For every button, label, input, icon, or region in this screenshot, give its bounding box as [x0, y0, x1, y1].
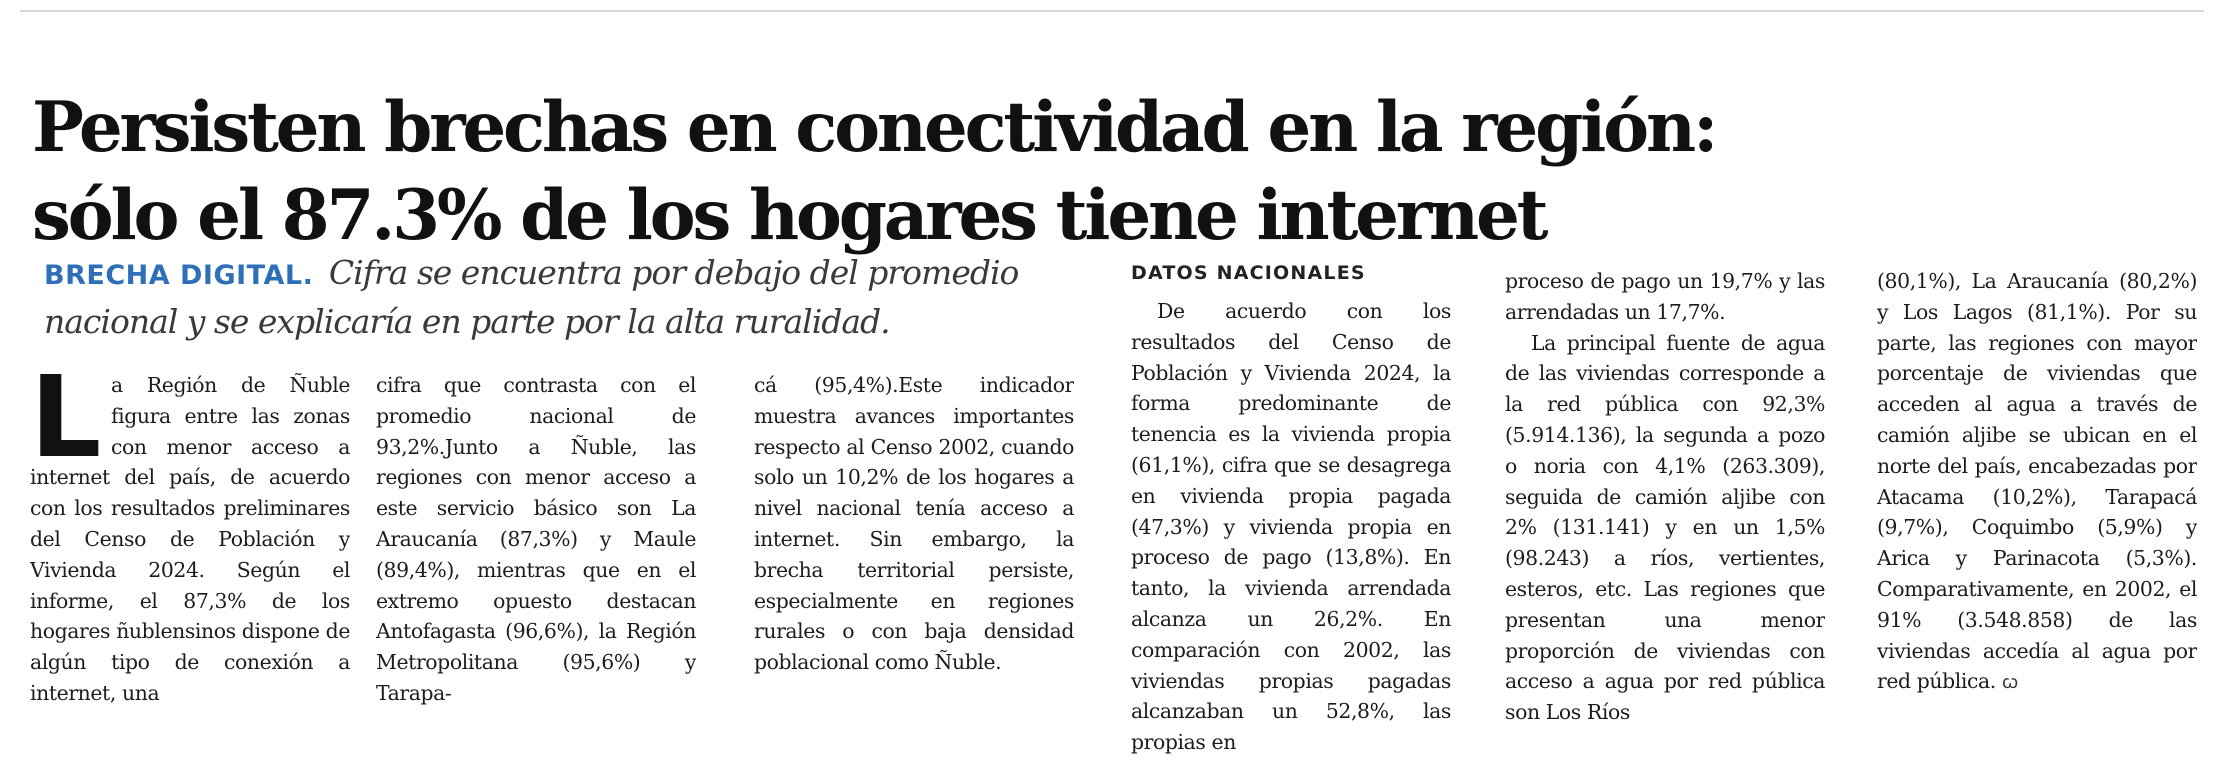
column-2-text: cifra que contrasta con el promedio nacional de 93,2%.Junto a Ñuble, las regiones con menor acceso a este servicio básico son La Araucanía (87,3%) y Maule (89,4%), mientras que en el extremo opuesto destacan Antofagasta (96,6%), la Región Metropolitana (95,6%) y Tarapa- [376, 373, 696, 705]
kicker: BRECHA DIGITAL. [44, 260, 314, 291]
top-divider [20, 10, 2204, 12]
column-6-text: (80,1%), La Araucanía (80,2%) y Los Lagos (81,1%). Por su parte, las regiones con mayor porcentaje de viviendas que acceden al agua a través de camión aljibe se ubican en el norte del país, encabezadas por Atacama (10,2%), Tarapacá (9,7%), Coquimbo (5,9%) y Arica y Parinacota (5,3%). Comparativamente, en 2002, el 91% (3.548.858) de las viviendas accedía al agua por red pública. [1877, 269, 2197, 694]
deck [44, 250, 1114, 345]
column-3-text: cá (95,4%).Este indicador muestra avances importantes respecto al Censo 2002, cuando solo un 10,2% de los hogares a nivel nacional tenía acceso a internet. Sin embargo, la brecha territorial persiste, especialmente en regiones rurales o con baja densidad poblacional como Ñuble. [754, 373, 1074, 675]
article-column-5 [1505, 266, 1825, 728]
column-1-text: a Región de Ñuble figura entre las zonas con menor acceso a internet del país, de acuerdo con los resultados preliminares del Censo de Población y Vivienda 2024. Según el informe, el 87,3% de los hogares ñublensinos dispone de algún tipo de conexión a internet, una [30, 373, 350, 705]
headline-line-2: sólo el 87.3% de los hogares tiene internet [32, 175, 1546, 257]
article-column-3 [754, 370, 1074, 678]
headline-line-1: Persisten brechas en conectividad en la región: [32, 87, 1716, 169]
article-column-2 [376, 370, 696, 709]
column-5-text-b: La principal fuente de agua de las viviendas corresponde a la red pública con 92,3% (5.914.136), la segunda a pozo o noria con 4,1% (263.309), seguida de camión aljibe con 2% (131.141) y en un 1,5% (98.243) a ríos, vertientes, esteros, etc. Las regiones que presentan una menor proporción de viviendas con acceso a agua por red pública son Los Ríos [1505, 330, 1825, 725]
article-column-6 [1877, 266, 2197, 699]
headline [32, 84, 2192, 260]
column-4-text: De acuerdo con los resultados del Censo de Población y Vivienda 2024, la forma predominante de tenencia es la vivienda propia (61,1%), cifra que se desagrega en vivienda propia pagada (47,3%) y vivienda propia en proceso de pago (13,8%). En tanto, la vivienda arrendada alcanza un 26,2%. En comparación con 2002, las viviendas propias pagadas alcanzaban un 52,8%, las propias en [1131, 299, 1451, 755]
article-column-1 [30, 370, 350, 709]
deck-text: Cifra se encuentra por debajo del promedio nacional y se explicaría en parte por la alta ruralidad. [44, 253, 1019, 341]
column-5-text-a: proceso de pago un 19,7% y las arrendadas un 17,7%. [1505, 269, 1825, 324]
end-mark-icon: ꞷ [2001, 672, 2018, 694]
drop-cap: L [30, 370, 101, 483]
article-column-4 [1131, 296, 1451, 758]
section-label-datos-nacionales: DATOS NACIONALES [1131, 262, 1366, 284]
